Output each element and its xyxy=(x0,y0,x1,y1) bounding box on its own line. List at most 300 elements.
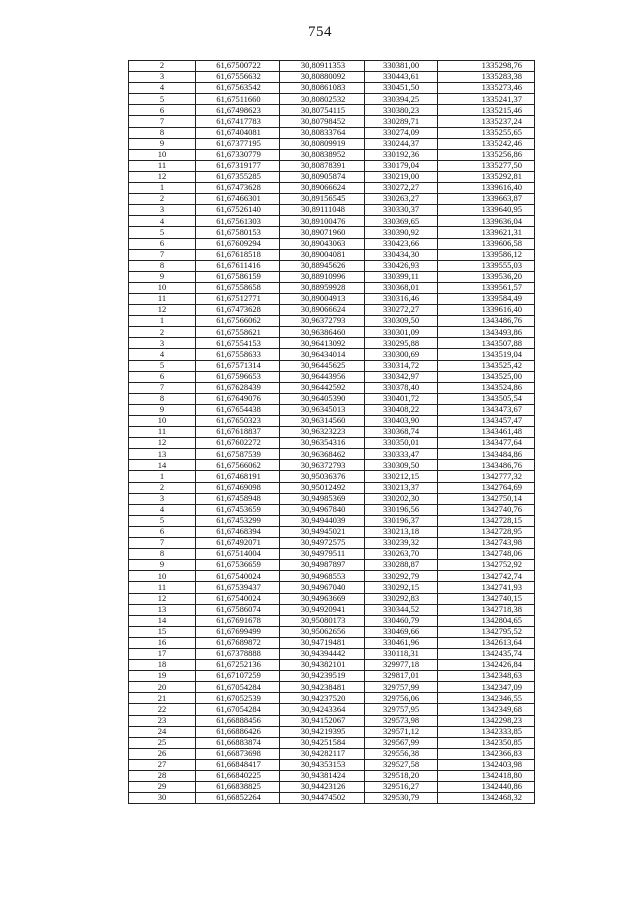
x-coordinate-cell: 330300,69 xyxy=(365,349,438,360)
x-coordinate-cell: 330288,87 xyxy=(365,560,438,571)
longitude-cell: 30,94985369 xyxy=(280,493,365,504)
y-coordinate-cell: 1342350,85 xyxy=(438,737,535,748)
longitude-cell: 30,94474502 xyxy=(280,793,365,804)
table-row xyxy=(129,549,535,560)
y-coordinate-cell: 1342718,38 xyxy=(438,604,535,615)
point-number-cell: 6 xyxy=(129,238,196,249)
latitude-cell: 61,66873698 xyxy=(196,748,280,759)
point-number-cell: 4 xyxy=(129,349,196,360)
y-coordinate-cell: 1342346,55 xyxy=(438,693,535,704)
latitude-cell: 61,67319177 xyxy=(196,160,280,171)
point-number-cell: 2 xyxy=(129,61,196,72)
x-coordinate-cell: 330461,96 xyxy=(365,637,438,648)
point-number-cell: 28 xyxy=(129,771,196,782)
x-coordinate-cell: 330263,70 xyxy=(365,549,438,560)
table-row xyxy=(129,171,535,182)
latitude-cell: 61,67540024 xyxy=(196,571,280,582)
y-coordinate-cell: 1335241,37 xyxy=(438,94,535,105)
longitude-cell: 30,96443956 xyxy=(280,371,365,382)
point-number-cell: 25 xyxy=(129,737,196,748)
x-coordinate-cell: 330244,37 xyxy=(365,138,438,149)
longitude-cell: 30,94243364 xyxy=(280,704,365,715)
latitude-cell: 61,67378888 xyxy=(196,648,280,659)
longitude-cell: 30,94381424 xyxy=(280,771,365,782)
y-coordinate-cell: 1342468,32 xyxy=(438,793,535,804)
longitude-cell: 30,89100476 xyxy=(280,216,365,227)
x-coordinate-cell: 330309,50 xyxy=(365,460,438,471)
longitude-cell: 30,96372793 xyxy=(280,460,365,471)
y-coordinate-cell: 1342764,69 xyxy=(438,482,535,493)
y-coordinate-cell: 1339584,49 xyxy=(438,293,535,304)
y-coordinate-cell: 1342426,84 xyxy=(438,660,535,671)
x-coordinate-cell: 330202,30 xyxy=(365,493,438,504)
latitude-cell: 61,67580153 xyxy=(196,227,280,238)
y-coordinate-cell: 1339640,95 xyxy=(438,205,535,216)
table-row xyxy=(129,538,535,549)
point-number-cell: 3 xyxy=(129,205,196,216)
latitude-cell: 61,66883874 xyxy=(196,737,280,748)
y-coordinate-cell: 1342795,52 xyxy=(438,626,535,637)
table-row xyxy=(129,693,535,704)
point-number-cell: 9 xyxy=(129,560,196,571)
latitude-cell: 61,67556632 xyxy=(196,72,280,83)
table-row xyxy=(129,94,535,105)
point-number-cell: 3 xyxy=(129,338,196,349)
point-number-cell: 8 xyxy=(129,549,196,560)
table-row xyxy=(129,316,535,327)
x-coordinate-cell: 329516,27 xyxy=(365,782,438,793)
y-coordinate-cell: 1342347,09 xyxy=(438,682,535,693)
latitude-cell: 61,67458948 xyxy=(196,493,280,504)
y-coordinate-cell: 1342298,23 xyxy=(438,715,535,726)
latitude-cell: 61,67526140 xyxy=(196,205,280,216)
x-coordinate-cell: 329757,99 xyxy=(365,682,438,693)
x-coordinate-cell: 330403,90 xyxy=(365,416,438,427)
longitude-cell: 30,80754115 xyxy=(280,105,365,116)
y-coordinate-cell: 1343525,00 xyxy=(438,371,535,382)
longitude-cell: 30,94238481 xyxy=(280,682,365,693)
table-row xyxy=(129,460,535,471)
point-number-cell: 7 xyxy=(129,116,196,127)
point-number-cell: 12 xyxy=(129,438,196,449)
latitude-cell: 61,67330779 xyxy=(196,149,280,160)
longitude-cell: 30,89004913 xyxy=(280,293,365,304)
y-coordinate-cell: 1342742,74 xyxy=(438,571,535,582)
latitude-cell: 61,67654438 xyxy=(196,404,280,415)
point-number-cell: 8 xyxy=(129,393,196,404)
longitude-cell: 30,96445625 xyxy=(280,360,365,371)
y-coordinate-cell: 1339586,12 xyxy=(438,249,535,260)
longitude-cell: 30,94394442 xyxy=(280,648,365,659)
latitude-cell: 61,67618837 xyxy=(196,427,280,438)
table-row xyxy=(129,416,535,427)
y-coordinate-cell: 1342613,64 xyxy=(438,637,535,648)
table-row xyxy=(129,637,535,648)
point-number-cell: 20 xyxy=(129,682,196,693)
point-number-cell: 2 xyxy=(129,482,196,493)
x-coordinate-cell: 330213,37 xyxy=(365,482,438,493)
table-row xyxy=(129,571,535,582)
longitude-cell: 30,80802532 xyxy=(280,94,365,105)
y-coordinate-cell: 1343477,64 xyxy=(438,438,535,449)
y-coordinate-cell: 1343505,54 xyxy=(438,393,535,404)
table-row xyxy=(129,149,535,160)
latitude-cell: 61,66840225 xyxy=(196,771,280,782)
x-coordinate-cell: 329756,06 xyxy=(365,693,438,704)
longitude-cell: 30,89043063 xyxy=(280,238,365,249)
point-number-cell: 17 xyxy=(129,648,196,659)
y-coordinate-cell: 1339621,31 xyxy=(438,227,535,238)
point-number-cell: 12 xyxy=(129,593,196,604)
latitude-cell: 61,67052539 xyxy=(196,693,280,704)
table-row xyxy=(129,593,535,604)
longitude-cell: 30,96434014 xyxy=(280,349,365,360)
x-coordinate-cell: 330292,79 xyxy=(365,571,438,582)
point-number-cell: 23 xyxy=(129,715,196,726)
latitude-cell: 61,67540024 xyxy=(196,593,280,604)
latitude-cell: 61,67514004 xyxy=(196,549,280,560)
point-number-cell: 16 xyxy=(129,637,196,648)
longitude-cell: 30,80878391 xyxy=(280,160,365,171)
latitude-cell: 61,67054284 xyxy=(196,704,280,715)
table-row xyxy=(129,260,535,271)
longitude-cell: 30,88910996 xyxy=(280,271,365,282)
point-number-cell: 24 xyxy=(129,726,196,737)
y-coordinate-cell: 1343486,76 xyxy=(438,460,535,471)
latitude-cell: 61,67054284 xyxy=(196,682,280,693)
x-coordinate-cell: 330274,09 xyxy=(365,127,438,138)
table-row xyxy=(129,671,535,682)
longitude-cell: 30,94219395 xyxy=(280,726,365,737)
table-row xyxy=(129,782,535,793)
longitude-cell: 30,96405390 xyxy=(280,393,365,404)
latitude-cell: 61,66886426 xyxy=(196,726,280,737)
latitude-cell: 61,67473628 xyxy=(196,183,280,194)
latitude-cell: 61,67512771 xyxy=(196,293,280,304)
x-coordinate-cell: 330426,93 xyxy=(365,260,438,271)
x-coordinate-cell: 330179,04 xyxy=(365,160,438,171)
table-row xyxy=(129,560,535,571)
table-row xyxy=(129,737,535,748)
y-coordinate-cell: 1342740,15 xyxy=(438,593,535,604)
x-coordinate-cell: 330443,61 xyxy=(365,72,438,83)
latitude-cell: 61,67355285 xyxy=(196,171,280,182)
point-number-cell: 15 xyxy=(129,626,196,637)
point-number-cell: 13 xyxy=(129,604,196,615)
x-coordinate-cell: 330316,46 xyxy=(365,293,438,304)
table-row xyxy=(129,61,535,72)
point-number-cell: 13 xyxy=(129,449,196,460)
longitude-cell: 30,96372793 xyxy=(280,316,365,327)
table-row xyxy=(129,715,535,726)
y-coordinate-cell: 1342728,95 xyxy=(438,526,535,537)
y-coordinate-cell: 1335215,46 xyxy=(438,105,535,116)
point-number-cell: 8 xyxy=(129,127,196,138)
table-row xyxy=(129,116,535,127)
table-row xyxy=(129,127,535,138)
point-number-cell: 2 xyxy=(129,194,196,205)
y-coordinate-cell: 1339616,40 xyxy=(438,305,535,316)
point-number-cell: 6 xyxy=(129,371,196,382)
x-coordinate-cell: 330368,01 xyxy=(365,282,438,293)
longitude-cell: 30,94382101 xyxy=(280,660,365,671)
table-row xyxy=(129,305,535,316)
point-number-cell: 12 xyxy=(129,171,196,182)
latitude-cell: 61,67492071 xyxy=(196,538,280,549)
y-coordinate-cell: 1342728,15 xyxy=(438,515,535,526)
latitude-cell: 61,67453299 xyxy=(196,515,280,526)
y-coordinate-cell: 1343486,76 xyxy=(438,316,535,327)
table-row xyxy=(129,349,535,360)
latitude-cell: 61,66838825 xyxy=(196,782,280,793)
longitude-cell: 30,94972575 xyxy=(280,538,365,549)
point-number-cell: 21 xyxy=(129,693,196,704)
x-coordinate-cell: 330272,27 xyxy=(365,183,438,194)
table-row xyxy=(129,726,535,737)
table-row xyxy=(129,360,535,371)
point-number-cell: 10 xyxy=(129,149,196,160)
x-coordinate-cell: 330390,92 xyxy=(365,227,438,238)
point-number-cell: 5 xyxy=(129,515,196,526)
table-row xyxy=(129,238,535,249)
point-number-cell: 7 xyxy=(129,382,196,393)
y-coordinate-cell: 1343524,86 xyxy=(438,382,535,393)
table-row xyxy=(129,138,535,149)
x-coordinate-cell: 329573,98 xyxy=(365,715,438,726)
longitude-cell: 30,80880092 xyxy=(280,72,365,83)
x-coordinate-cell: 330263,27 xyxy=(365,194,438,205)
point-number-cell: 1 xyxy=(129,316,196,327)
point-number-cell: 9 xyxy=(129,138,196,149)
y-coordinate-cell: 1335237,24 xyxy=(438,116,535,127)
point-number-cell: 19 xyxy=(129,671,196,682)
longitude-cell: 30,89071960 xyxy=(280,227,365,238)
latitude-cell: 61,67561303 xyxy=(196,216,280,227)
x-coordinate-cell: 329527,58 xyxy=(365,759,438,770)
longitude-cell: 30,94987897 xyxy=(280,560,365,571)
point-number-cell: 10 xyxy=(129,571,196,582)
y-coordinate-cell: 1342403,98 xyxy=(438,759,535,770)
latitude-cell: 61,67587539 xyxy=(196,449,280,460)
longitude-cell: 30,80861083 xyxy=(280,83,365,94)
point-number-cell: 26 xyxy=(129,748,196,759)
longitude-cell: 30,95080173 xyxy=(280,615,365,626)
table-row xyxy=(129,271,535,282)
table-row xyxy=(129,382,535,393)
longitude-cell: 30,94353153 xyxy=(280,759,365,770)
table-row xyxy=(129,249,535,260)
longitude-cell: 30,94944039 xyxy=(280,515,365,526)
latitude-cell: 61,67468394 xyxy=(196,526,280,537)
y-coordinate-cell: 1339536,20 xyxy=(438,271,535,282)
latitude-cell: 61,67466301 xyxy=(196,194,280,205)
point-number-cell: 3 xyxy=(129,493,196,504)
latitude-cell: 61,66848417 xyxy=(196,759,280,770)
point-number-cell: 6 xyxy=(129,105,196,116)
x-coordinate-cell: 330295,88 xyxy=(365,338,438,349)
latitude-cell: 61,67511660 xyxy=(196,94,280,105)
latitude-cell: 61,67586159 xyxy=(196,271,280,282)
latitude-cell: 61,67469098 xyxy=(196,482,280,493)
x-coordinate-cell: 330451,50 xyxy=(365,83,438,94)
point-number-cell: 4 xyxy=(129,216,196,227)
y-coordinate-cell: 1339616,40 xyxy=(438,183,535,194)
x-coordinate-cell: 329518,20 xyxy=(365,771,438,782)
table-row xyxy=(129,427,535,438)
point-number-cell: 22 xyxy=(129,704,196,715)
y-coordinate-cell: 1342750,14 xyxy=(438,493,535,504)
table-row xyxy=(129,105,535,116)
longitude-cell: 30,94967840 xyxy=(280,504,365,515)
x-coordinate-cell: 330272,27 xyxy=(365,305,438,316)
x-coordinate-cell: 329571,12 xyxy=(365,726,438,737)
latitude-cell: 61,67689872 xyxy=(196,637,280,648)
latitude-cell: 61,67611416 xyxy=(196,260,280,271)
x-coordinate-cell: 330330,37 xyxy=(365,205,438,216)
x-coordinate-cell: 329530,79 xyxy=(365,793,438,804)
table-row xyxy=(129,504,535,515)
y-coordinate-cell: 1339606,58 xyxy=(438,238,535,249)
longitude-cell: 30,96323223 xyxy=(280,427,365,438)
table-row xyxy=(129,327,535,338)
longitude-cell: 30,96386460 xyxy=(280,327,365,338)
latitude-cell: 61,67558658 xyxy=(196,282,280,293)
point-number-cell: 14 xyxy=(129,460,196,471)
point-number-cell: 6 xyxy=(129,526,196,537)
latitude-cell: 61,67691678 xyxy=(196,615,280,626)
y-coordinate-cell: 1343507,88 xyxy=(438,338,535,349)
longitude-cell: 30,95012492 xyxy=(280,482,365,493)
table-row xyxy=(129,183,535,194)
table-row xyxy=(129,759,535,770)
y-coordinate-cell: 1342777,32 xyxy=(438,471,535,482)
longitude-cell: 30,96413092 xyxy=(280,338,365,349)
y-coordinate-cell: 1342349,68 xyxy=(438,704,535,715)
longitude-cell: 30,89156545 xyxy=(280,194,365,205)
latitude-cell: 61,67609294 xyxy=(196,238,280,249)
x-coordinate-cell: 330118,31 xyxy=(365,648,438,659)
point-number-cell: 2 xyxy=(129,327,196,338)
point-number-cell: 8 xyxy=(129,260,196,271)
x-coordinate-cell: 330196,56 xyxy=(365,504,438,515)
latitude-cell: 61,67558621 xyxy=(196,327,280,338)
y-coordinate-cell: 1342333,85 xyxy=(438,726,535,737)
latitude-cell: 61,67468191 xyxy=(196,471,280,482)
x-coordinate-cell: 330378,40 xyxy=(365,382,438,393)
longitude-cell: 30,94719481 xyxy=(280,637,365,648)
longitude-cell: 30,94945021 xyxy=(280,526,365,537)
x-coordinate-cell: 330394,25 xyxy=(365,94,438,105)
longitude-cell: 30,94239519 xyxy=(280,671,365,682)
x-coordinate-cell: 329567,99 xyxy=(365,737,438,748)
x-coordinate-cell: 330342,97 xyxy=(365,371,438,382)
x-coordinate-cell: 330292,15 xyxy=(365,582,438,593)
longitude-cell: 30,88945626 xyxy=(280,260,365,271)
y-coordinate-cell: 1335283,38 xyxy=(438,72,535,83)
latitude-cell: 61,67563542 xyxy=(196,83,280,94)
latitude-cell: 61,67571314 xyxy=(196,360,280,371)
x-coordinate-cell: 330192,36 xyxy=(365,149,438,160)
table-row xyxy=(129,604,535,615)
point-number-cell: 14 xyxy=(129,615,196,626)
y-coordinate-cell: 1335255,65 xyxy=(438,127,535,138)
y-coordinate-cell: 1335256,86 xyxy=(438,149,535,160)
point-number-cell: 9 xyxy=(129,271,196,282)
point-number-cell: 1 xyxy=(129,471,196,482)
x-coordinate-cell: 330368,74 xyxy=(365,427,438,438)
x-coordinate-cell: 330399,11 xyxy=(365,271,438,282)
x-coordinate-cell: 329556,38 xyxy=(365,748,438,759)
table-row xyxy=(129,227,535,238)
latitude-cell: 61,67628439 xyxy=(196,382,280,393)
longitude-cell: 30,89004081 xyxy=(280,249,365,260)
x-coordinate-cell: 330212,15 xyxy=(365,471,438,482)
y-coordinate-cell: 1342418,80 xyxy=(438,771,535,782)
latitude-cell: 61,67404081 xyxy=(196,127,280,138)
y-coordinate-cell: 1343457,47 xyxy=(438,416,535,427)
y-coordinate-cell: 1342741,93 xyxy=(438,582,535,593)
latitude-cell: 61,67649076 xyxy=(196,393,280,404)
point-number-cell: 5 xyxy=(129,94,196,105)
point-number-cell: 11 xyxy=(129,160,196,171)
point-number-cell: 4 xyxy=(129,504,196,515)
table-row xyxy=(129,482,535,493)
x-coordinate-cell: 330289,71 xyxy=(365,116,438,127)
y-coordinate-cell: 1342740,76 xyxy=(438,504,535,515)
point-number-cell: 9 xyxy=(129,404,196,415)
point-number-cell: 10 xyxy=(129,282,196,293)
latitude-cell: 61,67650323 xyxy=(196,416,280,427)
table-row xyxy=(129,682,535,693)
y-coordinate-cell: 1343461,48 xyxy=(438,427,535,438)
latitude-cell: 61,67558633 xyxy=(196,349,280,360)
table-row xyxy=(129,449,535,460)
table-row xyxy=(129,515,535,526)
coordinates-table-body xyxy=(129,61,535,804)
y-coordinate-cell: 1335273,46 xyxy=(438,83,535,94)
table-row xyxy=(129,471,535,482)
longitude-cell: 30,94152067 xyxy=(280,715,365,726)
longitude-cell: 30,80798452 xyxy=(280,116,365,127)
longitude-cell: 30,94251584 xyxy=(280,737,365,748)
y-coordinate-cell: 1343525,42 xyxy=(438,360,535,371)
latitude-cell: 61,67417783 xyxy=(196,116,280,127)
latitude-cell: 61,67539437 xyxy=(196,582,280,593)
latitude-cell: 61,67554153 xyxy=(196,338,280,349)
table-row xyxy=(129,293,535,304)
latitude-cell: 61,67473628 xyxy=(196,305,280,316)
y-coordinate-cell: 1339561,57 xyxy=(438,282,535,293)
x-coordinate-cell: 330239,32 xyxy=(365,538,438,549)
table-row xyxy=(129,160,535,171)
longitude-cell: 30,94920941 xyxy=(280,604,365,615)
longitude-cell: 30,96368462 xyxy=(280,449,365,460)
point-number-cell: 11 xyxy=(129,582,196,593)
point-number-cell: 5 xyxy=(129,360,196,371)
x-coordinate-cell: 330434,30 xyxy=(365,249,438,260)
latitude-cell: 61,67566062 xyxy=(196,316,280,327)
longitude-cell: 30,95036376 xyxy=(280,471,365,482)
longitude-cell: 30,96442592 xyxy=(280,382,365,393)
x-coordinate-cell: 330350,01 xyxy=(365,438,438,449)
longitude-cell: 30,80838952 xyxy=(280,149,365,160)
table-row xyxy=(129,493,535,504)
y-coordinate-cell: 1343493,86 xyxy=(438,327,535,338)
latitude-cell: 61,67536659 xyxy=(196,560,280,571)
table-row xyxy=(129,338,535,349)
point-number-cell: 7 xyxy=(129,249,196,260)
x-coordinate-cell: 330401,72 xyxy=(365,393,438,404)
